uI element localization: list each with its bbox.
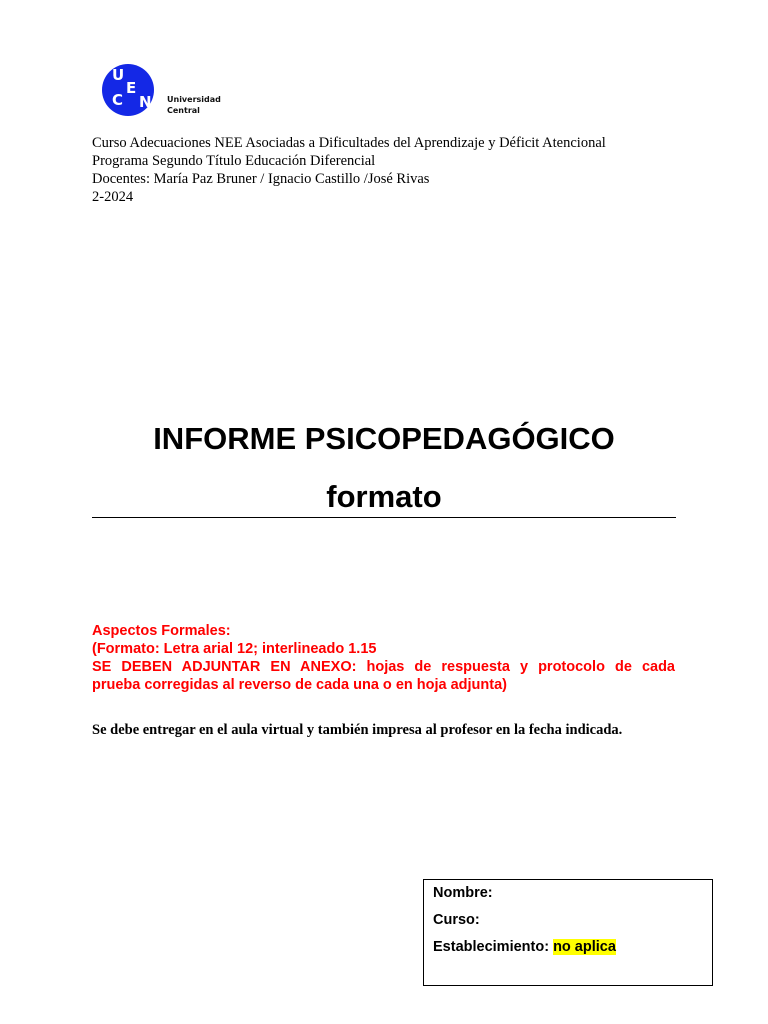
student-info-box xyxy=(423,879,713,986)
formal-annex-line2: prueba corregidas al reverso de cada una o en hoja adjunta) xyxy=(92,677,507,693)
document-subtitle: formato xyxy=(326,479,442,514)
logo-letter-u: U xyxy=(112,66,125,84)
logo-wordmark xyxy=(167,94,221,116)
formal-annex-line1: SE DEBEN ADJUNTAR EN ANEXO: hojas de respuesta y protocolo de cada xyxy=(92,659,675,675)
teachers: Docentes: María Paz Bruner / Ignacio Castillo /José Rivas xyxy=(92,171,430,187)
document-title: INFORME PSICOPEDAGÓGICO xyxy=(153,421,615,456)
logo-letter-n: N xyxy=(139,93,152,111)
course-header xyxy=(92,134,606,206)
formal-heading: Aspectos Formales: xyxy=(92,623,231,639)
course-name: Curso Adecuaciones NEE Asociadas a Dificultades del Aprendizaje y Déficit Atencional xyxy=(92,135,606,151)
logo-letter-c: C xyxy=(112,91,124,109)
delivery-note: Se debe entregar en el aula virtual y también impresa al profesor en la fecha indicada. xyxy=(92,722,623,738)
logo-name-line1: Universidad xyxy=(167,95,221,104)
formal-format: (Formato: Letra arial 12; interlineado 1.15 xyxy=(92,641,377,657)
ucen-logo-mark xyxy=(101,62,157,118)
formal-aspects xyxy=(92,622,675,694)
program-name: Programa Segundo Título Educación Diferencial xyxy=(92,153,376,169)
period: 2-2024 xyxy=(92,189,134,205)
title-divider xyxy=(92,517,676,518)
school-value: no aplica xyxy=(553,939,616,955)
logo-letter-e: E xyxy=(126,79,137,97)
logo-name-line2: Central xyxy=(167,106,200,115)
course-label: Curso: xyxy=(433,912,480,928)
name-label: Nombre: xyxy=(433,885,493,901)
ucen-logo xyxy=(101,62,231,120)
school-label: Establecimiento: xyxy=(433,939,550,955)
school-row xyxy=(433,939,616,955)
